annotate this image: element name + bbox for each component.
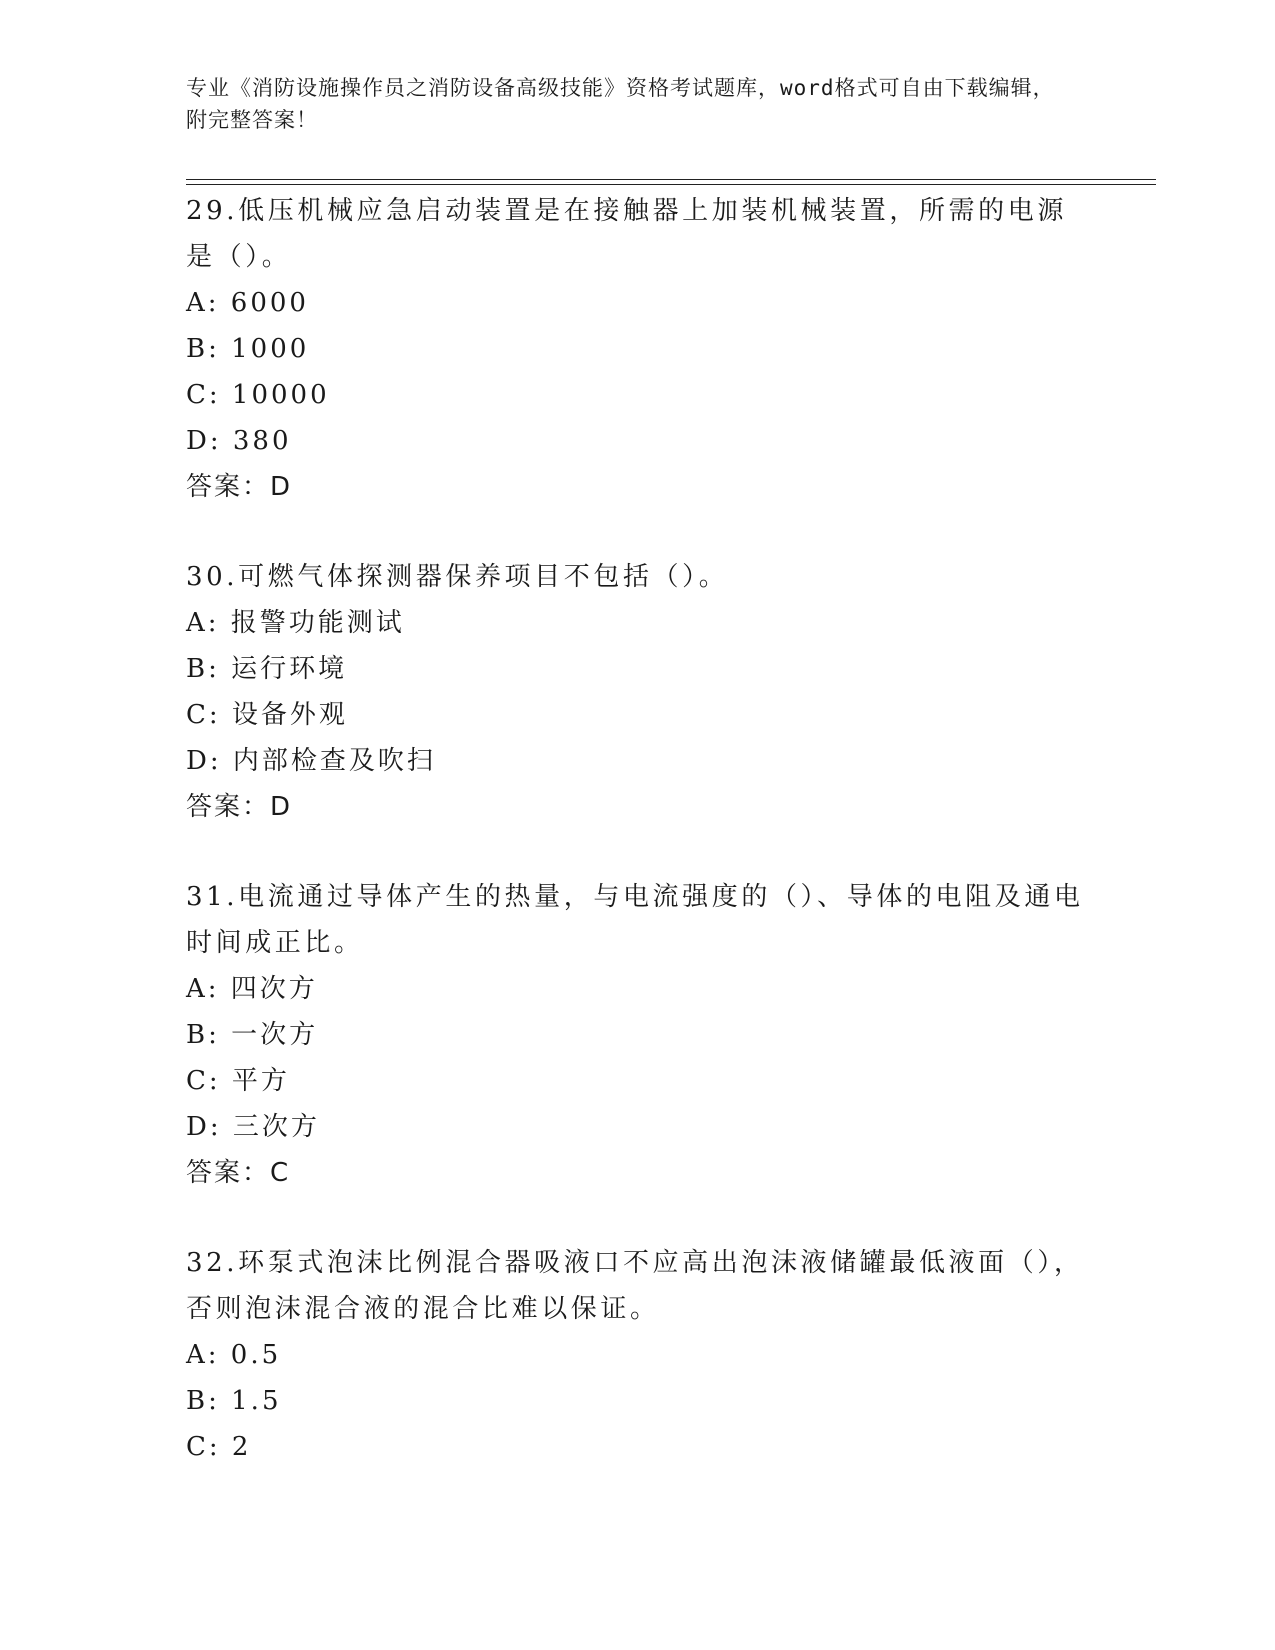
question-32 [186, 1240, 1086, 1470]
option-a: A: 6000 [186, 288, 309, 318]
question-29 [186, 188, 1086, 510]
question-stem: 31.电流通过导体产生的热量，与电流强度的（）、导体的电阻及通电时间成正比。 [186, 882, 1084, 958]
option-b: B: 1000 [186, 334, 310, 364]
option-a: A: 四次方 [186, 974, 318, 1004]
question-stem: 29.低压机械应急启动装置是在接触器上加装机械装置，所需的电源是（）。 [186, 196, 1067, 272]
question-stem: 32.环泵式泡沫比例混合器吸液口不应高出泡沫液储罐最低液面（），否则泡沫混合液的混合比难以保证。 [186, 1248, 1084, 1324]
option-b: B: 运行环境 [186, 654, 348, 684]
option-b: B: 1.5 [186, 1386, 282, 1416]
question-30 [186, 554, 1086, 830]
option-a: A: 0.5 [186, 1340, 282, 1370]
option-d: D: 三次方 [186, 1112, 320, 1142]
option-a: A: 报警功能测试 [186, 608, 405, 638]
option-c: C: 2 [186, 1432, 252, 1462]
header-rule-top [186, 179, 1156, 180]
answer: 答案：D [186, 472, 293, 502]
question-list [186, 188, 1086, 1514]
question-stem: 30.可燃气体探测器保养项目不包括（）。 [186, 562, 729, 592]
option-b: B: 一次方 [186, 1020, 319, 1050]
answer: 答案：D [186, 792, 293, 822]
option-c: C: 平方 [186, 1066, 290, 1096]
document-header: 专业《消防设施操作员之消防设备高级技能》资格考试题库，word格式可自由下载编辑，附完整答案！ [186, 76, 1055, 132]
option-c: C: 设备外观 [186, 700, 348, 730]
option-d: D: 380 [186, 426, 292, 456]
question-31 [186, 874, 1086, 1196]
option-d: D: 内部检查及吹扫 [186, 746, 436, 776]
header-rule-bottom [186, 184, 1156, 185]
answer: 答案：C [186, 1158, 291, 1188]
option-c: C: 10000 [186, 380, 330, 410]
